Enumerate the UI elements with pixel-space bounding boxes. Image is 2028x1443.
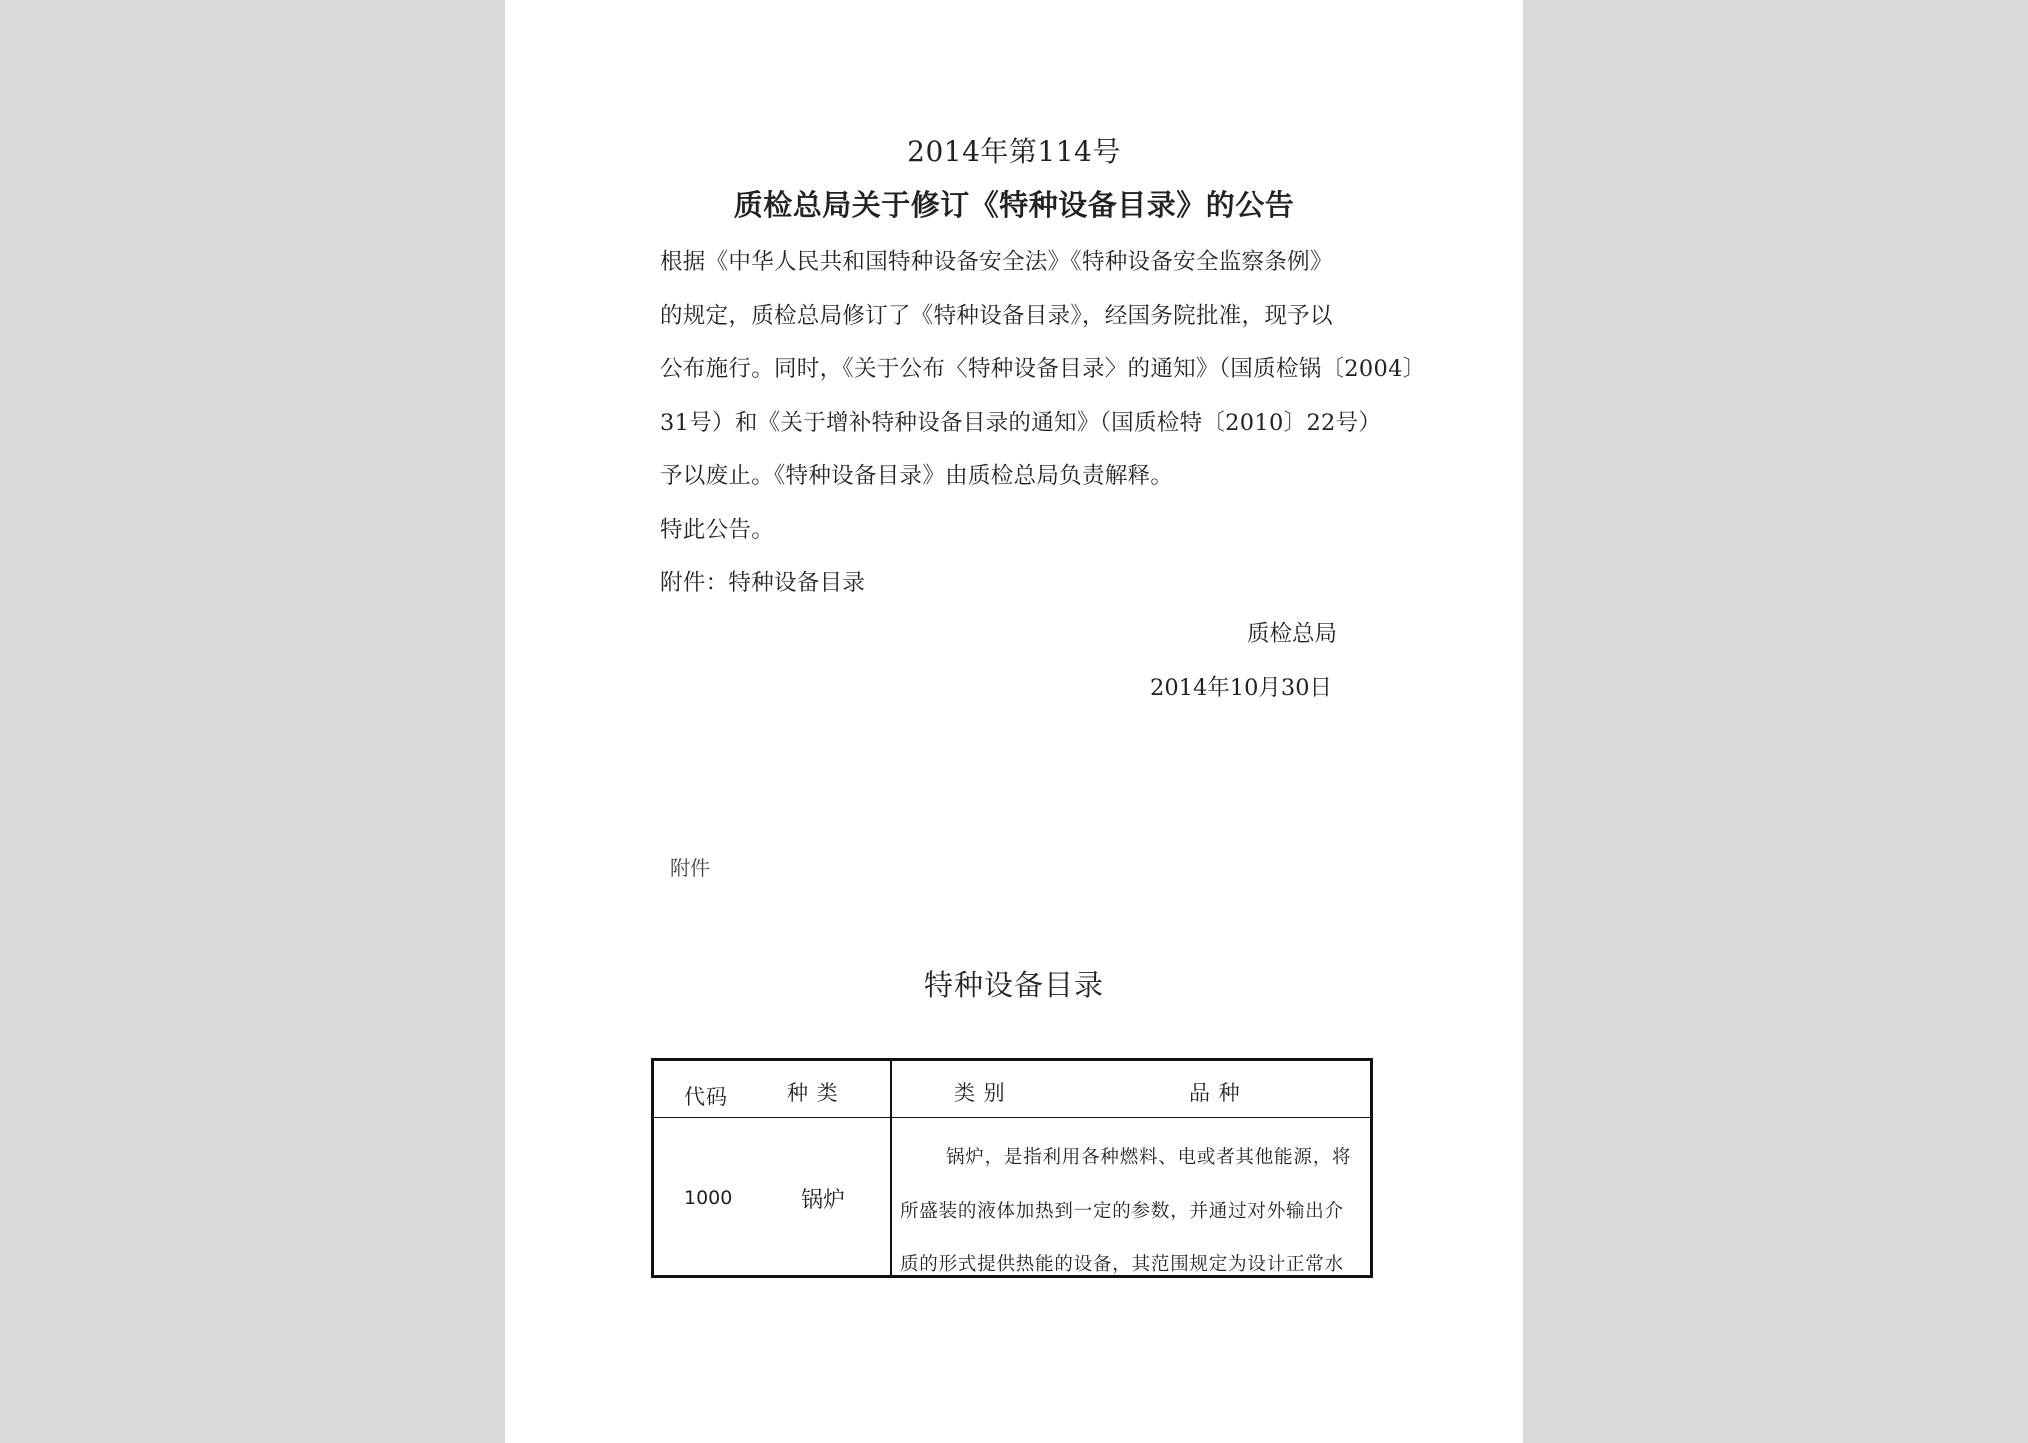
signature-date: 2014年10月30日 [1150,675,1333,701]
description-line: 锅炉，是指利用各种燃料、电或者其他能源，将 [946,1147,1352,1168]
row-kind: 锅炉 [801,1188,846,1213]
body-line: 根据《中华人民共和国特种设备安全法》《特种设备安全监察条例》 [660,249,1333,275]
header-code: 代码 [684,1085,728,1109]
document-page [505,0,1523,1443]
body-line: 公布施行。同时，《关于公布〈特种设备目录〉的通知》（国质检锅〔2004〕 [660,356,1426,382]
notice-title: 质检总局关于修订《特种设备目录》的公告 [733,188,1295,222]
attachment-label: 附件 [670,856,710,880]
notice-number: 2014年第114号 [907,135,1121,168]
body-line: 特此公告。 [660,516,775,543]
body-line: 予以废止。《特种设备目录》由质检总局负责解释。 [660,463,1174,489]
header-variety: 品 种 [1189,1081,1241,1105]
signature-org: 质检总局 [1247,621,1338,647]
notice-body [660,236,1426,611]
table-column-divider [890,1061,892,1275]
description-line: 所盛装的液体加热到一定的参数，并通过对外输出介 [900,1200,1344,1222]
header-class: 类 别 [954,1081,1006,1105]
row-description [900,1131,1366,1292]
body-line: 的规定，质检总局修订了《特种设备目录》，经国务院批准，现予以 [660,302,1333,329]
body-line: 31号）和《关于增补特种设备目录的通知》（国质检特〔2010〕22号） [660,409,1382,436]
body-line: 附件：特种设备目录 [660,570,866,596]
header-kind: 种 类 [787,1081,839,1105]
row-code: 1000 [684,1187,733,1209]
catalog-table [651,1058,1373,1278]
description-line: 质的形式提供热能的设备，其范围规定为设计正常水 [900,1254,1344,1275]
table-header-row [654,1061,1370,1118]
catalog-title: 特种设备目录 [923,968,1104,1002]
